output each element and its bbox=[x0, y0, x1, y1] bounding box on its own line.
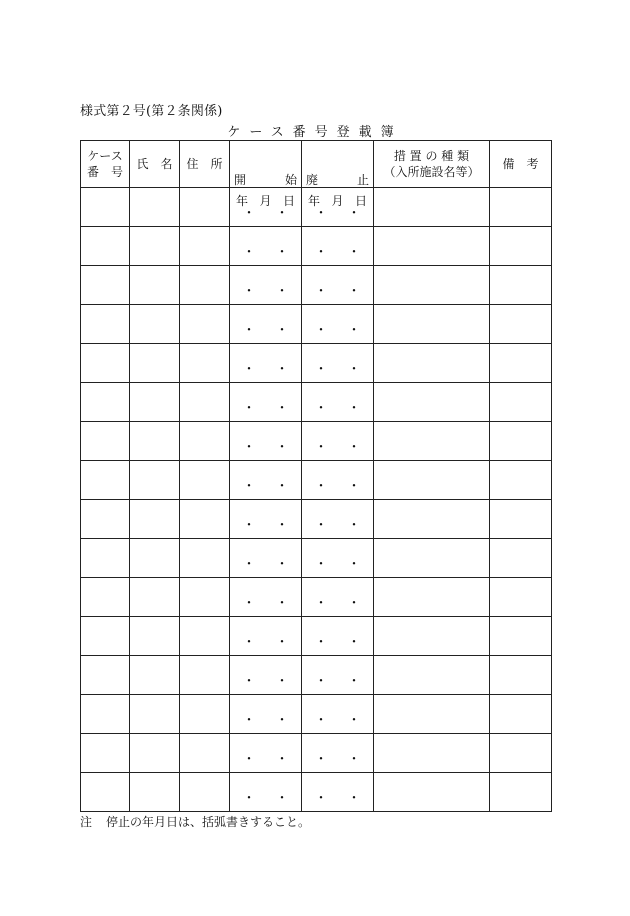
remarks-cell[interactable] bbox=[490, 617, 552, 656]
name-cell[interactable] bbox=[130, 305, 180, 344]
start-date-cell[interactable] bbox=[230, 734, 302, 773]
date-separator-dot: ・ bbox=[275, 518, 289, 533]
date-separator-dot: ・ bbox=[242, 440, 256, 455]
start-date-dots bbox=[230, 206, 301, 221]
header-address-label: 住 所 bbox=[186, 157, 223, 171]
measure-type-cell[interactable] bbox=[374, 734, 490, 773]
address-cell[interactable] bbox=[180, 539, 230, 578]
address-cell[interactable] bbox=[180, 383, 230, 422]
case-number-register-table bbox=[80, 140, 552, 812]
remarks-cell[interactable] bbox=[490, 461, 552, 500]
header-case-number-line1: ケース bbox=[87, 149, 123, 163]
name-cell[interactable] bbox=[130, 422, 180, 461]
name-cell[interactable] bbox=[130, 500, 180, 539]
end-date-cell[interactable] bbox=[302, 344, 374, 383]
table-row bbox=[81, 578, 552, 617]
measure-type-cell[interactable] bbox=[374, 773, 490, 812]
date-separator-dot: ・ bbox=[314, 479, 328, 494]
case-number-cell[interactable] bbox=[81, 344, 130, 383]
remarks-cell[interactable] bbox=[490, 656, 552, 695]
form-label: 様式第２号(第２条関係) bbox=[80, 104, 223, 119]
header-end bbox=[302, 141, 374, 188]
start-date-cell[interactable] bbox=[230, 578, 302, 617]
start-date-dots bbox=[230, 401, 301, 416]
start-date-dots bbox=[230, 440, 301, 455]
remarks-cell[interactable] bbox=[490, 500, 552, 539]
name-cell[interactable] bbox=[130, 539, 180, 578]
start-date-cell[interactable] bbox=[230, 422, 302, 461]
document-title: ケース番号登載簿 bbox=[227, 125, 403, 140]
date-unit-day: 日 bbox=[282, 194, 295, 208]
table-row bbox=[81, 656, 552, 695]
start-date-cell[interactable] bbox=[230, 500, 302, 539]
date-separator-dot: ・ bbox=[242, 284, 256, 299]
address-cell[interactable] bbox=[180, 188, 230, 227]
end-date-dots bbox=[302, 674, 373, 689]
name-cell[interactable] bbox=[130, 695, 180, 734]
case-number-cell[interactable] bbox=[81, 305, 130, 344]
header-name-label: 氏 名 bbox=[136, 157, 173, 171]
address-cell[interactable] bbox=[180, 656, 230, 695]
case-number-cell[interactable] bbox=[81, 539, 130, 578]
start-date-dots bbox=[230, 362, 301, 377]
date-separator-dot: ・ bbox=[314, 245, 328, 260]
remarks-cell[interactable] bbox=[490, 266, 552, 305]
header-measure-type bbox=[374, 141, 490, 188]
case-number-cell[interactable] bbox=[81, 227, 130, 266]
end-date-dots bbox=[302, 245, 373, 260]
date-separator-dot: ・ bbox=[347, 674, 361, 689]
date-separator-dot: ・ bbox=[275, 791, 289, 806]
date-separator-dot: ・ bbox=[275, 635, 289, 650]
name-cell[interactable] bbox=[130, 773, 180, 812]
date-separator-dot: ・ bbox=[314, 518, 328, 533]
table-row bbox=[81, 734, 552, 773]
table-row bbox=[81, 773, 552, 812]
start-date-cell[interactable] bbox=[230, 344, 302, 383]
table-row bbox=[81, 461, 552, 500]
start-date-cell[interactable] bbox=[230, 461, 302, 500]
header-start-left: 開 bbox=[234, 173, 247, 187]
address-cell[interactable] bbox=[180, 227, 230, 266]
date-unit-day: 日 bbox=[354, 194, 367, 208]
start-date-cell[interactable] bbox=[230, 305, 302, 344]
date-separator-dot: ・ bbox=[242, 674, 256, 689]
end-date-dots bbox=[302, 362, 373, 377]
end-date-dots bbox=[302, 713, 373, 728]
date-unit-year: 年 bbox=[308, 194, 321, 208]
date-separator-dot: ・ bbox=[275, 596, 289, 611]
end-date-cell[interactable] bbox=[302, 656, 374, 695]
address-cell[interactable] bbox=[180, 422, 230, 461]
case-number-cell[interactable] bbox=[81, 656, 130, 695]
start-date-dots bbox=[230, 635, 301, 650]
end-date-cell[interactable] bbox=[302, 617, 374, 656]
start-date-units bbox=[230, 192, 301, 209]
remarks-cell[interactable] bbox=[490, 227, 552, 266]
date-separator-dot: ・ bbox=[275, 557, 289, 572]
remarks-cell[interactable] bbox=[490, 734, 552, 773]
table-row bbox=[81, 383, 552, 422]
start-date-dots bbox=[230, 674, 301, 689]
remarks-cell[interactable] bbox=[490, 695, 552, 734]
date-separator-dot: ・ bbox=[275, 401, 289, 416]
end-date-dots bbox=[302, 401, 373, 416]
date-separator-dot: ・ bbox=[275, 479, 289, 494]
start-date-dots bbox=[230, 284, 301, 299]
case-number-cell[interactable] bbox=[81, 500, 130, 539]
measure-type-cell[interactable] bbox=[374, 422, 490, 461]
start-date-cell[interactable] bbox=[230, 539, 302, 578]
measure-type-cell[interactable] bbox=[374, 656, 490, 695]
date-separator-dot: ・ bbox=[242, 791, 256, 806]
name-cell[interactable] bbox=[130, 227, 180, 266]
header-row bbox=[81, 141, 552, 188]
date-separator-dot: ・ bbox=[347, 713, 361, 728]
start-date-cell[interactable] bbox=[230, 188, 302, 227]
date-separator-dot: ・ bbox=[347, 557, 361, 572]
end-date-cell[interactable] bbox=[302, 773, 374, 812]
end-date-cell[interactable] bbox=[302, 500, 374, 539]
date-separator-dot: ・ bbox=[275, 440, 289, 455]
end-date-cell[interactable] bbox=[302, 422, 374, 461]
remarks-cell[interactable] bbox=[490, 305, 552, 344]
end-date-dots bbox=[302, 440, 373, 455]
date-separator-dot: ・ bbox=[242, 245, 256, 260]
date-separator-dot: ・ bbox=[242, 596, 256, 611]
measure-type-cell[interactable] bbox=[374, 539, 490, 578]
start-date-cell[interactable] bbox=[230, 773, 302, 812]
start-date-dots bbox=[230, 752, 301, 767]
address-cell[interactable] bbox=[180, 266, 230, 305]
end-date-cell[interactable] bbox=[302, 578, 374, 617]
address-cell[interactable] bbox=[180, 578, 230, 617]
date-separator-dot: ・ bbox=[347, 440, 361, 455]
header-start-right: 始 bbox=[284, 173, 297, 187]
table-row bbox=[81, 422, 552, 461]
measure-type-cell[interactable] bbox=[374, 305, 490, 344]
date-separator-dot: ・ bbox=[242, 518, 256, 533]
date-separator-dot: ・ bbox=[314, 362, 328, 377]
measure-type-cell[interactable] bbox=[374, 383, 490, 422]
header-end-left: 廃 bbox=[306, 173, 319, 187]
start-date-dots bbox=[230, 596, 301, 611]
case-number-cell[interactable] bbox=[81, 695, 130, 734]
start-date-cell[interactable] bbox=[230, 266, 302, 305]
end-date-dots bbox=[302, 791, 373, 806]
date-separator-dot: ・ bbox=[314, 284, 328, 299]
measure-type-cell[interactable] bbox=[374, 227, 490, 266]
end-date-cell[interactable] bbox=[302, 305, 374, 344]
date-separator-dot: ・ bbox=[347, 479, 361, 494]
end-date-dots bbox=[302, 596, 373, 611]
date-separator-dot: ・ bbox=[242, 635, 256, 650]
end-date-cell[interactable] bbox=[302, 734, 374, 773]
header-case-number bbox=[81, 141, 130, 188]
header-remarks bbox=[490, 141, 552, 188]
footnote-label: 注 bbox=[80, 815, 93, 829]
table-row bbox=[81, 305, 552, 344]
remarks-cell[interactable] bbox=[490, 188, 552, 227]
table-row bbox=[81, 695, 552, 734]
end-date-dots bbox=[302, 752, 373, 767]
end-date-cell[interactable] bbox=[302, 266, 374, 305]
register-body bbox=[81, 188, 552, 812]
date-separator-dot: ・ bbox=[275, 362, 289, 377]
start-date-dots bbox=[230, 518, 301, 533]
end-date-units bbox=[302, 192, 373, 209]
end-date-cell[interactable] bbox=[302, 383, 374, 422]
remarks-cell[interactable] bbox=[490, 344, 552, 383]
date-separator-dot: ・ bbox=[314, 635, 328, 650]
footnote bbox=[80, 813, 310, 830]
date-separator-dot: ・ bbox=[275, 206, 289, 221]
date-separator-dot: ・ bbox=[275, 713, 289, 728]
start-date-dots bbox=[230, 479, 301, 494]
measure-type-cell[interactable] bbox=[374, 344, 490, 383]
date-separator-dot: ・ bbox=[314, 557, 328, 572]
table-row bbox=[81, 500, 552, 539]
table-row bbox=[81, 539, 552, 578]
end-date-dots bbox=[302, 284, 373, 299]
name-cell[interactable] bbox=[130, 188, 180, 227]
start-date-dots bbox=[230, 713, 301, 728]
date-separator-dot: ・ bbox=[347, 518, 361, 533]
date-separator-dot: ・ bbox=[314, 713, 328, 728]
date-separator-dot: ・ bbox=[347, 596, 361, 611]
date-separator-dot: ・ bbox=[314, 791, 328, 806]
address-cell[interactable] bbox=[180, 500, 230, 539]
header-name bbox=[130, 141, 180, 188]
table-row bbox=[81, 227, 552, 266]
date-unit-year: 年 bbox=[236, 194, 249, 208]
date-separator-dot: ・ bbox=[314, 401, 328, 416]
date-separator-dot: ・ bbox=[242, 206, 256, 221]
name-cell[interactable] bbox=[130, 578, 180, 617]
date-separator-dot: ・ bbox=[314, 206, 328, 221]
header-start bbox=[230, 141, 302, 188]
header-remarks-label: 備 考 bbox=[502, 157, 539, 171]
end-date-cell[interactable] bbox=[302, 227, 374, 266]
measure-type-cell[interactable] bbox=[374, 188, 490, 227]
remarks-cell[interactable] bbox=[490, 773, 552, 812]
address-cell[interactable] bbox=[180, 461, 230, 500]
measure-type-cell[interactable] bbox=[374, 695, 490, 734]
case-number-cell[interactable] bbox=[81, 461, 130, 500]
name-cell[interactable] bbox=[130, 383, 180, 422]
start-date-cell[interactable] bbox=[230, 695, 302, 734]
date-separator-dot: ・ bbox=[275, 284, 289, 299]
address-cell[interactable] bbox=[180, 773, 230, 812]
remarks-cell[interactable] bbox=[490, 383, 552, 422]
date-separator-dot: ・ bbox=[242, 713, 256, 728]
date-separator-dot: ・ bbox=[347, 752, 361, 767]
date-unit-month: 月 bbox=[331, 194, 344, 208]
date-separator-dot: ・ bbox=[275, 323, 289, 338]
table-row bbox=[81, 188, 552, 227]
date-separator-dot: ・ bbox=[347, 791, 361, 806]
table-row bbox=[81, 266, 552, 305]
start-date-cell[interactable] bbox=[230, 656, 302, 695]
case-number-cell[interactable] bbox=[81, 773, 130, 812]
end-date-cell[interactable] bbox=[302, 539, 374, 578]
date-separator-dot: ・ bbox=[275, 245, 289, 260]
date-separator-dot: ・ bbox=[242, 557, 256, 572]
start-date-dots bbox=[230, 791, 301, 806]
date-separator-dot: ・ bbox=[242, 479, 256, 494]
address-cell[interactable] bbox=[180, 617, 230, 656]
date-separator-dot: ・ bbox=[242, 362, 256, 377]
start-date-cell[interactable] bbox=[230, 617, 302, 656]
date-separator-dot: ・ bbox=[275, 674, 289, 689]
case-number-cell[interactable] bbox=[81, 422, 130, 461]
date-separator-dot: ・ bbox=[347, 401, 361, 416]
start-date-dots bbox=[230, 557, 301, 572]
address-cell[interactable] bbox=[180, 734, 230, 773]
start-date-dots bbox=[230, 245, 301, 260]
start-date-dots bbox=[230, 323, 301, 338]
date-separator-dot: ・ bbox=[275, 752, 289, 767]
date-separator-dot: ・ bbox=[314, 440, 328, 455]
date-separator-dot: ・ bbox=[314, 752, 328, 767]
date-unit-month: 月 bbox=[259, 194, 272, 208]
case-number-cell[interactable] bbox=[81, 188, 130, 227]
name-cell[interactable] bbox=[130, 461, 180, 500]
header-address bbox=[180, 141, 230, 188]
header-measure-line2: （入所施設名等） bbox=[383, 165, 480, 179]
end-date-dots bbox=[302, 206, 373, 221]
address-cell[interactable] bbox=[180, 305, 230, 344]
date-separator-dot: ・ bbox=[242, 323, 256, 338]
case-number-cell[interactable] bbox=[81, 617, 130, 656]
date-separator-dot: ・ bbox=[347, 206, 361, 221]
date-separator-dot: ・ bbox=[347, 284, 361, 299]
end-date-cell[interactable] bbox=[302, 461, 374, 500]
case-number-cell[interactable] bbox=[81, 578, 130, 617]
remarks-cell[interactable] bbox=[490, 578, 552, 617]
footnote-text: 停止の年月日は、括弧書きすること。 bbox=[106, 815, 311, 829]
measure-type-cell[interactable] bbox=[374, 461, 490, 500]
case-number-cell[interactable] bbox=[81, 383, 130, 422]
remarks-cell[interactable] bbox=[490, 422, 552, 461]
name-cell[interactable] bbox=[130, 266, 180, 305]
end-date-cell[interactable] bbox=[302, 188, 374, 227]
date-separator-dot: ・ bbox=[242, 401, 256, 416]
header-measure-line1: 措 置 の 種 類 bbox=[393, 149, 470, 163]
measure-type-cell[interactable] bbox=[374, 500, 490, 539]
header-end-right: 止 bbox=[356, 173, 369, 187]
table-row bbox=[81, 617, 552, 656]
name-cell[interactable] bbox=[130, 656, 180, 695]
measure-type-cell[interactable] bbox=[374, 266, 490, 305]
start-date-cell[interactable] bbox=[230, 383, 302, 422]
end-date-cell[interactable] bbox=[302, 695, 374, 734]
date-separator-dot: ・ bbox=[347, 635, 361, 650]
name-cell[interactable] bbox=[130, 734, 180, 773]
case-number-cell[interactable] bbox=[81, 266, 130, 305]
date-separator-dot: ・ bbox=[314, 596, 328, 611]
name-cell[interactable] bbox=[130, 617, 180, 656]
date-separator-dot: ・ bbox=[242, 752, 256, 767]
end-date-dots bbox=[302, 557, 373, 572]
name-cell[interactable] bbox=[130, 344, 180, 383]
case-number-cell[interactable] bbox=[81, 734, 130, 773]
address-cell[interactable] bbox=[180, 344, 230, 383]
address-cell[interactable] bbox=[180, 695, 230, 734]
measure-type-cell[interactable] bbox=[374, 617, 490, 656]
remarks-cell[interactable] bbox=[490, 539, 552, 578]
end-date-dots bbox=[302, 323, 373, 338]
table-row bbox=[81, 344, 552, 383]
header-case-number-line2: 番 号 bbox=[86, 165, 123, 179]
date-separator-dot: ・ bbox=[314, 323, 328, 338]
date-separator-dot: ・ bbox=[347, 245, 361, 260]
date-separator-dot: ・ bbox=[347, 362, 361, 377]
end-date-dots bbox=[302, 518, 373, 533]
start-date-cell[interactable] bbox=[230, 227, 302, 266]
end-date-dots bbox=[302, 479, 373, 494]
end-date-dots bbox=[302, 635, 373, 650]
date-separator-dot: ・ bbox=[347, 323, 361, 338]
date-separator-dot: ・ bbox=[314, 674, 328, 689]
measure-type-cell[interactable] bbox=[374, 578, 490, 617]
